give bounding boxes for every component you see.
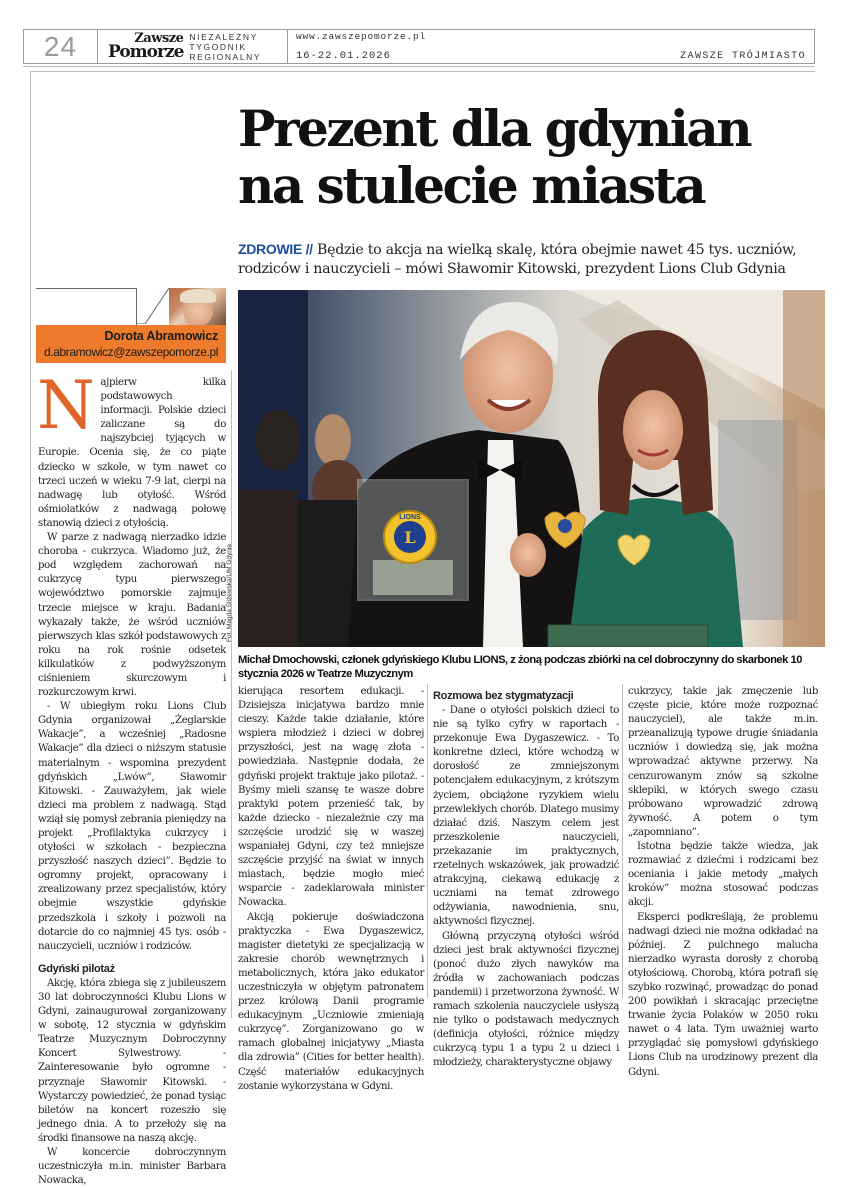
logo-line-2: Pomorze (108, 42, 184, 62)
headline-line-1: Prezent dla gdynian (238, 99, 751, 158)
author-name: Dorota Abramowicz (104, 329, 218, 343)
photo-illustration (238, 290, 825, 647)
article-photo (238, 290, 825, 647)
paragraph: W parze z nadwagą nierzadko idzie choroba - cukrzyca. Wiadomo już, że pod względem zachorowań na cukrzycę typu pierwszego województwo pomorskie zajmuje trzecie miejsce w kraju. Badania wykazały także, że wśród uczniów pierwszych klas szkół podstawowych z roku na rok rośnie odsetek kilkulatków z podwyższonym ciśnieniem skurczowym i rozkurczowym krwi. (38, 532, 226, 699)
paragraph: - W ubiegłym roku Lions Club Gdynia organizował „Żeglarskie Wakacje”, a wcześniej „Radosne Wakacje” dla dzieci o niższym statusie materialnym - wspomina prezydent gdyńskich „Lwów”, Sławomir Kitowski. - Zauważyłem, jak wiele dzieci ma problem z nadwagą. Stąd wziął się pomysł zebrania pieniędzy na projekt „Profilaktyka cukrzycy i otyłości w szkołach - bezpieczna przyszłość naszych dzieci”. Będzie to ogromny projekt, opracowany i zrealizowany przez specjalistów, który obejmie wszystkie gdyńskie przedszkola i szkoły i pozwoli na dotarcie do co najmniej 45 tys. osób - nauczycieli, uczniów i rodziców. (38, 701, 226, 952)
masthead (23, 29, 815, 64)
subheading: Gdyński pilotaż (38, 962, 115, 975)
column-divider (622, 684, 623, 998)
photo-credit: Fot. Magda Śliżewska/UM Gdynia (226, 544, 233, 642)
publication-logo (108, 33, 183, 60)
paragraph: - Dane o otyłości polskich dzieci to nie są tylko cyfry w raportach - przekonuje Ewa Dygaszewicz. - To konkretne dzieci, które wchodzą w dorosłość ze zmniejszonym potencjałem edukacyjnym, z krótszym życiem, obciążone ryzykiem wielu przewlekłych chorób. Dlatego musimy działać dziś. Naszym celem jest przeszkolenie nauczycieli, przekazanie im praktycznych, rzetelnych wskazówek, jak prowadzić atrakcyjną, ciekawą edukację z uczniami na temat zdrowego odżywiania, nawodnienia, snu, aktywności fizycznej. (433, 705, 619, 928)
author-photo (169, 288, 226, 325)
masthead-rule (23, 66, 814, 67)
subheading: Rozmowa bez stygmatyzacji (433, 690, 574, 702)
paragraph (37, 367, 226, 531)
paragraph: Główną przyczyną otyłości wśród dzieci jest brak aktywności fizycznej (ponoć dużo złych nawyków ma źródła w zachowaniach podczas pandemii) i przetworzona żywność. W ramach szkolenia nauczyciele usłyszą nie tylko o podstawach medycznych (definicja otyłości, różnice między cukrzycą typu 1 a typu 2 u dzieci i młodzieży, charakterystyczne objawy (433, 930, 619, 1069)
lead-paragraph (238, 240, 828, 279)
paragraph: kierująca resortem edukacji. - Dzisiejsza inicjatywa bardzo mnie cieszy. Każde takie działanie, które wspiera młodzież i dzieci w dobrej przyszłości, jest na wagę złota - powiedziała. Następnie dodała, że gdyński projekt traktuje jako pilotaż. - Byśmy mieli szansę te wasze dobre praktyki potem przenieść tak, by każde dziecko - niezależnie czy ma szczęście urodzić się w waszej wspaniałej Gdyni, czy też mniejsze szczęście przyjść na świat w innych miastach, będzie mogło mieć wsparcie - zadeklarowała minister Nowacka. (238, 686, 424, 909)
logo-line-1: Zawsze (134, 31, 184, 46)
paragraph: Akcją pokieruje doświadczona praktyczka - Ewa Dygaszewicz, magister dietetyki ze specjalizacją w zakresie chorób wewnętrznych i metabolicznych, która jako edukator uczestniczyła w objętym patronatem przez królową Danii programie edukacyjnym „Uczniowie zmieniają cukrzycę”. Zorganizowano go w ramach globalnej inicjatywy „Miasta dla zdrowia” (Cities for better health). Część materiałów edukacyjnych zostanie wykorzystana w Gdyni. (238, 911, 424, 1092)
headline (238, 100, 818, 214)
paragraph: Eksperci podkreślają, że problemu nadwagi dzieci nie można odkładać na później. Z pulchnego malucha nierzadko wyrasta dorosły z chorobą otyłościową. Chorobą, która potrafi się szybko rozwinąć, prowadząc do ponad 200 powikłań i skracając przeciętne trwanie życia Polaków w 2050 roku nawet o 4 lata. Tym uważniej warto przyglądać się pomysłowi gdyńskiego Lions Club na urodzinowy prezent dla Gdyni. (628, 911, 818, 1078)
article-column-4 (628, 685, 818, 1080)
lions-logo-text: LIONS (399, 514, 421, 521)
tagline-line: NIEZALEŻNY (189, 31, 258, 42)
website-link[interactable]: www.zawszepomorze.pl (296, 31, 427, 42)
author-byline (36, 325, 226, 363)
photo-caption: Michał Dmochowski, członek gdyńskiego Klubu LIONS, z żoną podczas zbiórki na cel dobroczynny do skarbonek 10 stycznia 2026 w Teatrze Muzycznym (238, 654, 802, 680)
column-divider (231, 370, 232, 1018)
section-kicker: ZDROWIE // (238, 241, 313, 257)
issue-date: 16-22.01.2026 (296, 50, 391, 62)
article-column-3 (433, 689, 619, 1070)
article-column-2 (238, 685, 424, 1094)
page-number: 24 (24, 30, 98, 63)
lead-text: Będzie to akcja na wielką skalę, która obejmie nawet 45 tys. uczniów, rodziców i nauczycieli – mówi Sławomir Kitowski, prezydent Lions Club Gdynia (238, 242, 797, 277)
paragraph: W koncercie dobroczynnym uczestniczyła m.in. minister Barbara Nowacka, (38, 1146, 226, 1187)
author-email[interactable]: d.abramowicz@zawszepomorze.pl (44, 345, 218, 359)
headline-line-2: na stulecie miasta (238, 156, 705, 215)
paragraph: Istotna będzie także wiedza, jak rozmawiać z dziećmi i rodzicami bez oceniania i jakie metody „małych kroków” można stosować podczas akcji. (628, 841, 818, 909)
tagline (189, 32, 261, 62)
tagline-line: TYGODNIK (189, 41, 247, 52)
paragraph-text: ajpierw kilka podstawowych informacji. Polskie dzieci zaliczane są do najszybciej tyjących w Europie. Ocenia się, że co piąte dziecko w szkole, w tym nawet co trzeci uczeń w wieku 7-9 lat, cierpi na nadwagę lub otyłość. Wśród ośmiolatków z nadwagą połowę stanowią dzieci z otyłością. (38, 377, 226, 529)
drop-cap: N (37, 367, 95, 444)
publication-logo-block (98, 30, 288, 63)
author-callout-box (36, 288, 137, 325)
section-name: ZAWSZE TRÓJMIASTO (680, 51, 806, 62)
masthead-info (288, 30, 814, 63)
tagline-line: REGIONALNY (189, 51, 262, 62)
column-divider (427, 684, 428, 998)
paragraph: cukrzycy, takie jak zmęczenie lub częste picie, które może rozpoznać nauczyciel), ale także m.in. przeanalizują typowe drugie śniadania uczniów i dowiedzą się, jak można wprowadzać aktywne przerwy. Na cenzurowanym znów są szkolne sklepiki, w których swego czasu próbowano wprowadzić zdrową żywność. A potem o tym „zapomniano”. (628, 686, 818, 838)
author-hair (180, 289, 216, 303)
lions-logo-letter: L (404, 528, 416, 547)
paragraph: Akcję, która zbiega się z jubileuszem 30 lat dobroczynności Klubu Lions w Gdyni, zainaugurował zorganizowany w sobotę, 12 stycznia w gdyńskim Teatrze Muzycznym Dobroczynny Koncert Sylwestrowy. - Zainteresowanie było ogromne - przyznaje Sławomir Kitowski. - Wystarczy powiedzieć, że ponad tysiąc biletów na koncert rozeszło się jednego dnia. A to przełoży się na środki finansowe na naszą akcję. (38, 977, 226, 1144)
article-column-1 (37, 367, 226, 1188)
